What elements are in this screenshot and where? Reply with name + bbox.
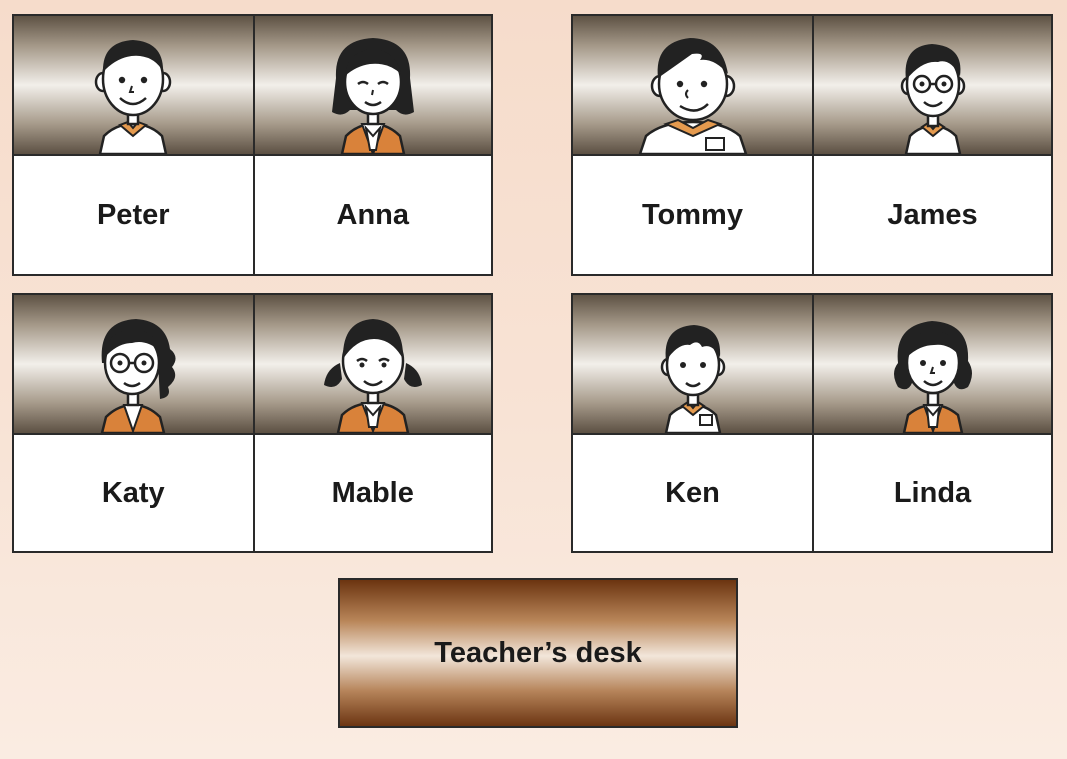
portrait-linda (814, 295, 1051, 435)
name-katy: Katy (14, 435, 253, 551)
portrait-anna (255, 16, 492, 156)
name-anna: Anna (255, 156, 492, 274)
boy-portrait-icon (628, 303, 758, 433)
girl-pigtails-portrait-icon (298, 303, 448, 433)
name-james: James (814, 156, 1051, 274)
name-linda: Linda (814, 435, 1051, 551)
name-peter: Peter (14, 156, 253, 274)
portrait-katy (14, 295, 253, 435)
portrait-james (814, 16, 1051, 156)
girl-curly-portrait-icon (868, 303, 998, 433)
name-mable: Mable (255, 435, 492, 551)
portrait-mable (255, 295, 492, 435)
name-ken: Ken (573, 435, 812, 551)
boy-portrait-icon (68, 24, 198, 154)
seat-mable (253, 295, 492, 551)
seat-linda (812, 295, 1051, 551)
girl-glasses-portrait-icon (68, 303, 198, 433)
desk-group-bottom-left (12, 293, 493, 553)
seat-anna (253, 16, 492, 274)
portrait-tommy (573, 16, 812, 156)
seat-peter (14, 16, 253, 274)
portrait-ken (573, 295, 812, 435)
desk-group-bottom-right (571, 293, 1053, 553)
desk-group-top-right (571, 14, 1053, 276)
seat-katy (14, 295, 253, 551)
teachers-desk (338, 578, 738, 728)
name-tommy: Tommy (573, 156, 812, 274)
desk-group-top-left (12, 14, 493, 276)
girl-portrait-icon (308, 24, 438, 154)
seat-ken (573, 295, 812, 551)
seat-james (812, 16, 1051, 274)
boy-glasses-portrait-icon (868, 24, 998, 154)
seat-tommy (573, 16, 812, 274)
boy-portrait-icon (618, 24, 768, 154)
portrait-peter (14, 16, 253, 156)
teachers-desk-label: Teacher’s desk (434, 636, 642, 669)
